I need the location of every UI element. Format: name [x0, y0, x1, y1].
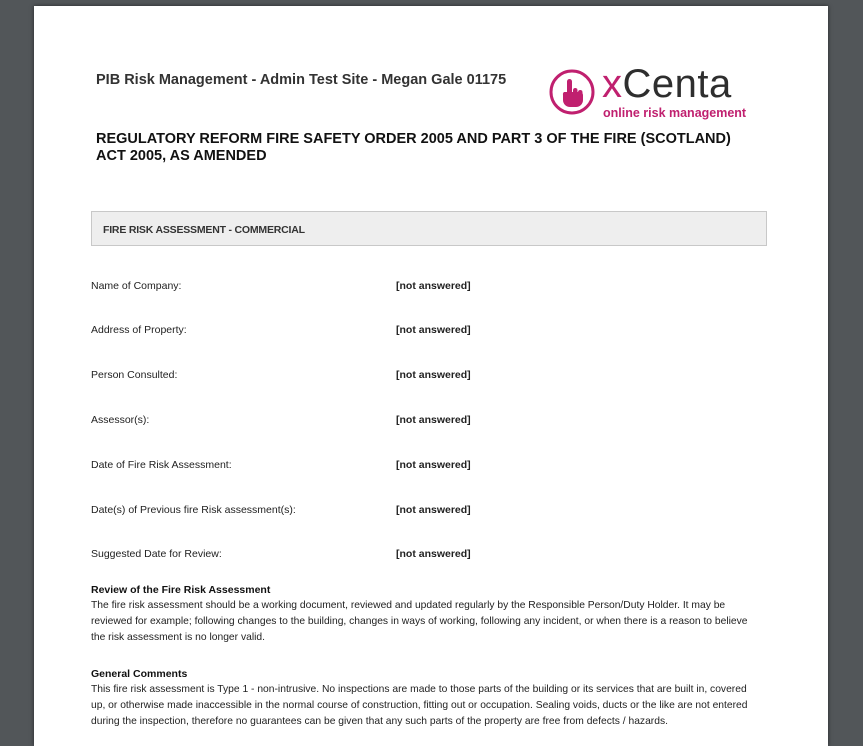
logo-tagline: online risk management: [603, 106, 747, 120]
xcenta-logo: [548, 62, 758, 128]
field-value-person-consulted: [not answered]: [396, 369, 471, 381]
field-label-person-consulted: Person Consulted:: [91, 369, 178, 381]
review-paragraph: [91, 598, 781, 646]
review-line: The fire risk assessment should be a working document, reviewed and updated regularly by the Responsible Person/Duty Holder. It may be: [91, 600, 726, 611]
field-label-assessors: Assessor(s):: [91, 414, 150, 426]
field-value-company: [not answered]: [396, 280, 471, 292]
review-line: the risk assessment is no longer valid.: [91, 632, 265, 643]
field-label-review-date: Suggested Date for Review:: [91, 548, 222, 560]
field-label-previous-dates: Date(s) of Previous fire Risk assessment(s):: [91, 504, 296, 516]
field-label-assessment-date: Date of Fire Risk Assessment:: [91, 459, 232, 471]
section-heading: FIRE RISK ASSESSMENT - COMMERCIAL: [103, 224, 305, 236]
review-heading: Review of the Fire Risk Assessment: [91, 584, 271, 596]
comments-line: during the inspection, therefore no guarantees can be given that any such parts of the property are free from defects / hazards.: [91, 716, 668, 727]
field-value-assessment-date: [not answered]: [396, 459, 471, 471]
logo-wordmark: xCenta: [602, 62, 732, 106]
comments-paragraph: [91, 682, 781, 730]
field-label-company: Name of Company:: [91, 280, 182, 292]
document-page: [34, 6, 828, 746]
field-value-address: [not answered]: [396, 324, 471, 336]
comments-heading: General Comments: [91, 668, 188, 680]
site-title: PIB Risk Management - Admin Test Site - Megan Gale 01175: [96, 72, 507, 88]
field-value-assessors: [not answered]: [396, 414, 471, 426]
field-label-address: Address of Property:: [91, 324, 187, 336]
hand-pointer-icon: [548, 68, 596, 116]
comments-line: up, or otherwise made inaccessible in the normal course of construction, fitting out or occupation. Sealing voids, ducts or the like are not entered: [91, 700, 748, 711]
comments-line: This fire risk assessment is Type 1 - non-intrusive. No inspections are made to those parts of the building or its services that are built in, covered: [91, 684, 747, 695]
field-value-review-date: [not answered]: [396, 548, 471, 560]
document-title: REGULATORY REFORM FIRE SAFETY ORDER 2005 AND PART 3 OF THE FIRE (SCOTLAND) ACT 2005, AS AMENDED: [96, 131, 731, 164]
field-value-previous-dates: [not answered]: [396, 504, 471, 516]
review-line: reviewed for example; following changes to the building, changes in ways of working, following any incident, or when there is a reason to believe: [91, 616, 748, 627]
section-header: [91, 211, 767, 246]
